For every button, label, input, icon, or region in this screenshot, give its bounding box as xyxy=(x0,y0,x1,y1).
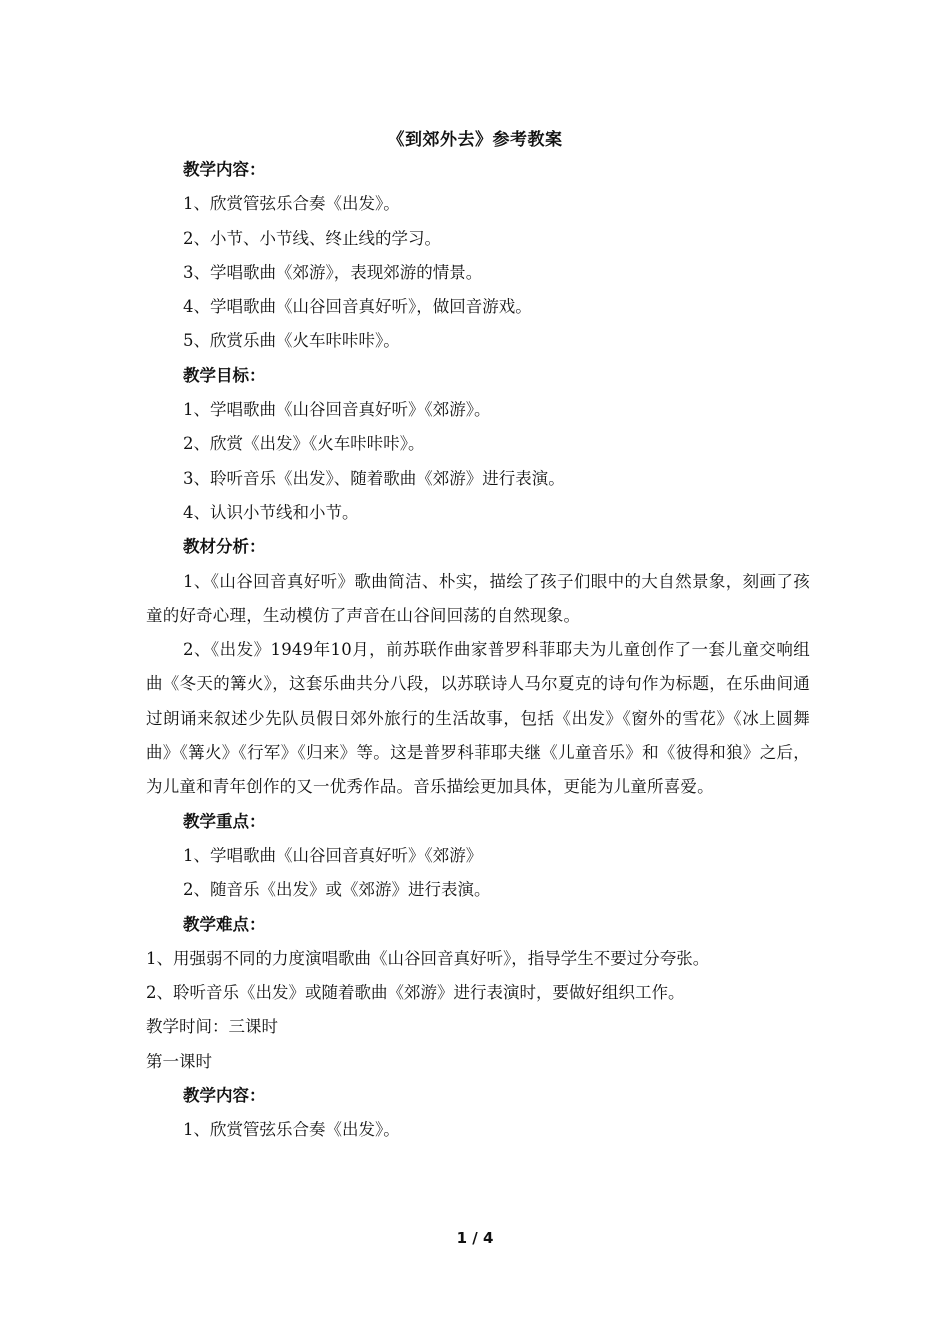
list-item: 5、欣赏乐曲《火车咔咔咔》。 xyxy=(183,331,400,351)
list-item: 4、学唱歌曲《山谷回音真好听》，做回音游戏。 xyxy=(183,297,532,317)
lesson-label: 第一课时 xyxy=(146,1051,212,1071)
section-heading-difficulties: 教学难点： xyxy=(183,914,266,934)
document-title: 《到郊外去》参考教案 xyxy=(387,130,563,150)
list-item: 3、学唱歌曲《郊游》，表现郊游的情景。 xyxy=(183,262,483,282)
document-body xyxy=(146,153,810,1148)
list-item: 2、欣赏《出发》《火车咔咔咔》。 xyxy=(183,434,425,454)
section-heading-content: 教学内容： xyxy=(183,160,266,179)
list-item: 1、用强弱不同的力度演唱歌曲《山谷回音真好听》，指导学生不要过分夸张。 xyxy=(146,948,710,968)
teaching-time: 教学时间：三课时 xyxy=(146,1017,278,1037)
list-item: 2、小节、小节线、终止线的学习。 xyxy=(183,228,441,248)
list-item: 4、认识小节线和小节。 xyxy=(183,502,359,522)
section-heading-lesson-content: 教学内容： xyxy=(183,1086,266,1106)
list-item: 1、学唱歌曲《山谷回音真好听》《郊游》 xyxy=(183,845,483,865)
list-item: 1、学唱歌曲《山谷回音真好听》《郊游》。 xyxy=(183,400,491,420)
section-heading-analysis: 教材分析： xyxy=(183,537,266,557)
analysis-paragraph: 2、《出发》1949年10月，前苏联作曲家普罗科菲耶夫为儿童创作了一套儿童交响组曲《冬天的篝火》，这套乐曲共分八段，以苏联诗人马尔夏克的诗句作为标题，在乐曲间通过朗诵来叙述少先队员假日郊外旅行的生活故事，包括《出发》《窗外的雪花》《冰上圆舞曲》《篝火》《行军》《归来》等。这是普罗科菲耶夫继《儿童音乐》和《彼得和狼》之后，为儿童和青年创作的又一优秀作品。音乐描绘更加具体，更能为儿童所喜爱。 xyxy=(146,640,810,797)
analysis-paragraph: 1、《山谷回音真好听》歌曲简洁、朴实，描绘了孩子们眼中的大自然景象，刻画了孩童的好奇心理，生动模仿了声音在山谷间回荡的自然现象。 xyxy=(146,571,810,625)
page-number: 1 / 4 xyxy=(456,1229,494,1247)
list-item: 3、聆听音乐《出发》、随着歌曲《郊游》进行表演。 xyxy=(183,468,565,488)
section-heading-key-points: 教学重点： xyxy=(183,811,266,831)
section-heading-goals: 教学目标： xyxy=(183,365,266,385)
list-item: 2、随音乐《出发》或《郊游》进行表演。 xyxy=(183,880,491,900)
list-item: 1、欣赏管弦乐合奏《出发》。 xyxy=(183,194,400,214)
list-item: 2、聆听音乐《出发》或随着歌曲《郊游》进行表演时，要做好组织工作。 xyxy=(146,983,685,1003)
list-item: 1、欣赏管弦乐合奏《出发》。 xyxy=(183,1120,400,1140)
